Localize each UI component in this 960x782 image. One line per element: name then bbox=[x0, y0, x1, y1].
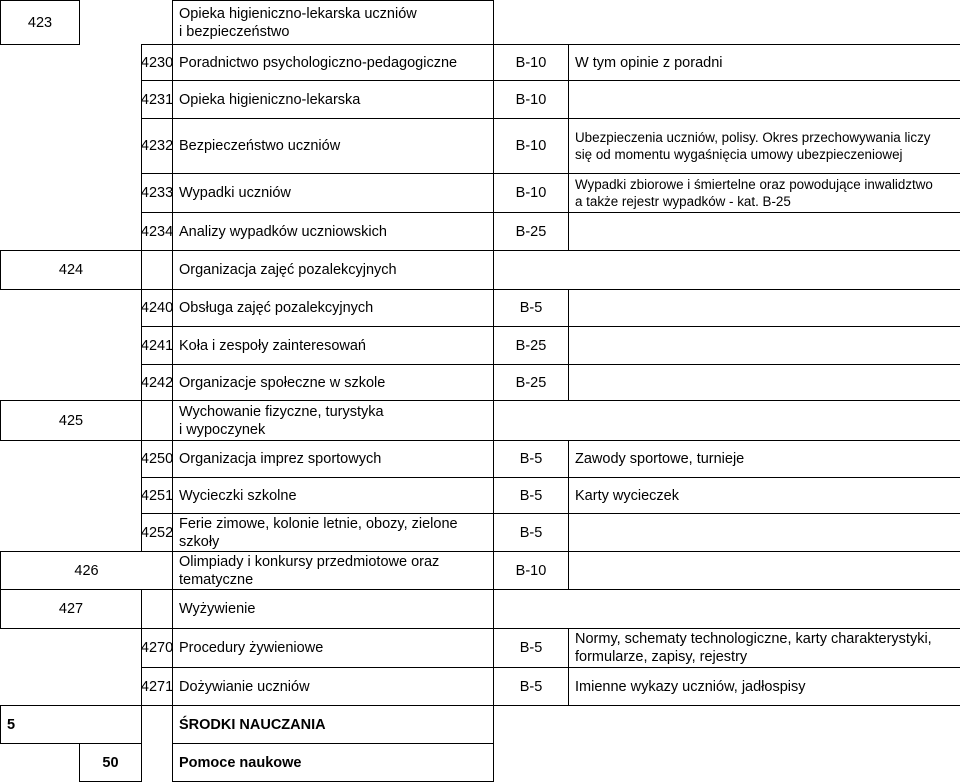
cell-text bbox=[179, 337, 366, 355]
cell-text bbox=[141, 639, 173, 657]
symbol-cell bbox=[141, 118, 173, 174]
cell-text bbox=[179, 137, 340, 155]
cell-text bbox=[516, 562, 547, 580]
cell-text bbox=[179, 261, 397, 279]
category-cell bbox=[493, 364, 569, 401]
title-cell bbox=[172, 400, 494, 441]
cell-text bbox=[520, 639, 543, 657]
cell-text-line: Imienne wykazy uczniów, jadłospisy bbox=[575, 678, 806, 695]
title-cell bbox=[172, 743, 494, 782]
cell-text-line: Obsługa zajęć pozalekcyjnych bbox=[179, 300, 374, 316]
title-cell bbox=[172, 440, 494, 478]
cell-text bbox=[575, 129, 931, 163]
cell-text-line: 4234 bbox=[140, 223, 174, 240]
cell-text bbox=[516, 337, 547, 355]
cell-text bbox=[520, 678, 543, 696]
notes-cell bbox=[568, 173, 960, 213]
title-cell bbox=[172, 250, 494, 290]
cell-text-line: Wypadki zbiorowe i śmiertelne oraz powodujące inwalidztwo bbox=[575, 177, 933, 192]
category-cell bbox=[493, 44, 569, 81]
title-cell bbox=[172, 326, 494, 365]
title-cell bbox=[172, 589, 494, 629]
title-cell bbox=[172, 364, 494, 401]
cell-text bbox=[575, 487, 679, 505]
cell-text-line: formularze, zapisy, rejestry bbox=[575, 649, 748, 665]
cell-text-line: 4241 bbox=[140, 337, 174, 354]
title-cell bbox=[172, 212, 494, 251]
cell-text-line: Organizacja imprez sportowych bbox=[179, 451, 382, 467]
symbol-cell bbox=[141, 667, 173, 706]
category-cell bbox=[493, 212, 569, 251]
empty-cell bbox=[568, 326, 960, 365]
cell-text-line: szkoły bbox=[179, 533, 220, 550]
cell-text bbox=[179, 639, 323, 657]
cell-text bbox=[179, 5, 417, 41]
cell-text-line: B-5 bbox=[519, 487, 543, 504]
symbol-cell bbox=[141, 477, 173, 514]
cell-text-line: Zawody sportowe, turnieje bbox=[575, 451, 745, 467]
symbol-cell bbox=[0, 589, 142, 629]
cell-text-line: B-5 bbox=[519, 678, 543, 695]
symbol-cell bbox=[0, 400, 142, 441]
cell-text-line: Normy, schematy technologiczne, karty charakterystyki, bbox=[575, 631, 932, 647]
symbol-cell bbox=[141, 513, 173, 552]
cell-text-line: 4230 bbox=[140, 54, 174, 71]
title-cell bbox=[172, 667, 494, 706]
cell-text-line: Wychowanie fizyczne, turystyka bbox=[179, 403, 384, 420]
cell-text bbox=[516, 184, 547, 202]
cell-text-line: Opieka higieniczno-lekarska uczniów bbox=[179, 5, 417, 22]
category-cell bbox=[493, 326, 569, 365]
cell-text bbox=[520, 487, 543, 505]
notes-cell bbox=[568, 118, 960, 174]
title-cell bbox=[172, 513, 494, 552]
category-cell bbox=[493, 551, 569, 590]
title-cell bbox=[172, 44, 494, 81]
cell-text-line: B-5 bbox=[519, 300, 543, 316]
symbol-cell bbox=[141, 80, 173, 119]
cell-text bbox=[520, 299, 543, 317]
cell-text bbox=[575, 450, 744, 468]
cell-text-line: Bezpieczeństwo uczniów bbox=[179, 138, 341, 154]
cell-text bbox=[179, 553, 439, 589]
title-cell bbox=[172, 80, 494, 119]
cell-text bbox=[575, 54, 722, 72]
title-cell bbox=[172, 173, 494, 213]
cell-text-line: Procedury żywieniowe bbox=[179, 640, 324, 656]
title-cell bbox=[172, 0, 494, 45]
cell-text-line: się od momentu wygaśnięcia umowy ubezpieczeniowej bbox=[575, 147, 903, 162]
cell-text bbox=[141, 54, 173, 72]
cell-text-line: 4232 bbox=[140, 138, 174, 154]
cell-text bbox=[28, 14, 52, 32]
cell-text bbox=[74, 562, 98, 580]
cell-text bbox=[179, 515, 458, 551]
cell-text-line: Pomoce naukowe bbox=[179, 754, 302, 771]
cell-text bbox=[59, 412, 83, 430]
cell-text bbox=[179, 223, 387, 241]
title-cell bbox=[172, 705, 494, 744]
cell-text-line: Koła i zespoły zainteresowań bbox=[179, 337, 366, 354]
category-cell bbox=[493, 667, 569, 706]
symbol-cell bbox=[0, 551, 173, 590]
cell-text-line: B-25 bbox=[515, 337, 547, 354]
cell-text bbox=[520, 450, 543, 468]
notes-cell bbox=[568, 628, 960, 668]
cell-text bbox=[516, 54, 547, 72]
cell-text-line: 4270 bbox=[140, 640, 174, 656]
cell-text-line: 4231 bbox=[140, 91, 174, 108]
cell-text bbox=[179, 678, 310, 696]
category-cell bbox=[493, 440, 569, 478]
cell-text-line: Wypadki uczniów bbox=[179, 185, 291, 201]
cell-text-line: B-25 bbox=[515, 374, 547, 391]
symbol-cell bbox=[141, 440, 173, 478]
category-cell bbox=[493, 628, 569, 668]
cell-text-line: i wypoczynek bbox=[179, 421, 266, 438]
cell-text bbox=[102, 754, 118, 772]
notes-cell bbox=[568, 440, 960, 478]
category-cell bbox=[493, 80, 569, 119]
cell-text-line: B-5 bbox=[519, 451, 543, 467]
cell-text-line: tematyczne bbox=[179, 571, 254, 588]
symbol-cell bbox=[141, 289, 173, 327]
cell-text-line: Karty wycieczek bbox=[575, 487, 679, 504]
notes-cell bbox=[568, 44, 960, 81]
cell-text-line: B-5 bbox=[519, 524, 543, 541]
cell-text-line: B-10 bbox=[515, 91, 547, 108]
notes-cell bbox=[568, 667, 960, 706]
empty-cell bbox=[568, 289, 960, 327]
cell-text bbox=[179, 184, 291, 202]
notes-cell bbox=[568, 477, 960, 514]
cell-text bbox=[141, 223, 173, 241]
cell-text bbox=[141, 374, 173, 392]
category-cell bbox=[493, 289, 569, 327]
cell-text-line: a także rejestr wypadków - kat. B-25 bbox=[575, 194, 791, 209]
cell-text bbox=[59, 600, 83, 618]
cell-text-line: 4251 bbox=[140, 487, 174, 504]
cell-text-line: 4271 bbox=[140, 678, 174, 695]
symbol-cell bbox=[141, 212, 173, 251]
cell-text-line: Poradnictwo psychologiczno-pedagogiczne bbox=[179, 54, 458, 71]
cell-text-line: 4242 bbox=[140, 374, 174, 391]
empty-cell bbox=[568, 551, 960, 590]
cell-text-line: B-10 bbox=[515, 138, 547, 154]
symbol-cell bbox=[141, 628, 173, 668]
title-cell bbox=[172, 477, 494, 514]
category-cell bbox=[493, 477, 569, 514]
cell-text bbox=[141, 299, 173, 317]
cell-text bbox=[179, 91, 360, 109]
cell-text bbox=[141, 524, 173, 542]
cell-text-line: Organizacja zajęć pozalekcyjnych bbox=[179, 262, 397, 278]
cell-text-line: i bezpieczeństwo bbox=[179, 23, 290, 40]
cell-text-line: Ferie zimowe, kolonie letnie, obozy, zielone bbox=[179, 515, 458, 532]
cell-text bbox=[179, 450, 381, 468]
cell-text bbox=[141, 184, 173, 202]
cell-text-line: B-10 bbox=[515, 562, 547, 579]
cell-text-line: 425 bbox=[58, 412, 84, 429]
cell-text-line: B-25 bbox=[515, 223, 547, 240]
cell-text-line: Dożywianie uczniów bbox=[179, 678, 310, 695]
title-cell bbox=[172, 289, 494, 327]
category-cell bbox=[493, 513, 569, 552]
cell-text bbox=[575, 176, 933, 210]
cell-text bbox=[516, 223, 547, 241]
empty-cell bbox=[568, 80, 960, 119]
symbol-cell bbox=[141, 44, 173, 81]
cell-text-line: Analizy wypadków uczniowskich bbox=[179, 223, 387, 240]
cell-text bbox=[141, 678, 173, 696]
cell-text-line: B-10 bbox=[515, 54, 547, 71]
cell-text bbox=[520, 524, 543, 542]
cell-text bbox=[141, 337, 173, 355]
title-cell bbox=[172, 551, 494, 590]
cell-text-line: Wycieczki szkolne bbox=[179, 487, 297, 504]
cell-text bbox=[179, 374, 385, 392]
cell-text-line: 424 bbox=[58, 262, 84, 278]
symbol-cell bbox=[141, 326, 173, 365]
symbol-cell bbox=[0, 0, 80, 45]
cell-text bbox=[179, 54, 457, 72]
cell-text bbox=[141, 450, 173, 468]
cell-text-line: 50 bbox=[102, 754, 119, 771]
cell-text bbox=[516, 374, 547, 392]
title-cell bbox=[172, 628, 494, 668]
cell-text bbox=[141, 487, 173, 505]
cell-text-line: B-5 bbox=[519, 640, 543, 656]
cell-text-line: 5 bbox=[7, 716, 16, 733]
cell-text-line: Olimpiady i konkursy przedmiotowe oraz bbox=[179, 553, 440, 570]
cell-text bbox=[516, 137, 547, 155]
cell-text bbox=[179, 600, 255, 618]
cell-text bbox=[141, 137, 173, 155]
cell-text bbox=[179, 754, 301, 772]
symbol-cell bbox=[0, 250, 142, 290]
category-cell bbox=[493, 118, 569, 174]
cell-text-line: Ubezpieczenia uczniów, polisy. Okres przechowywania liczy bbox=[575, 130, 931, 145]
category-cell bbox=[493, 173, 569, 213]
symbol-cell bbox=[79, 743, 142, 782]
cell-text-line: 427 bbox=[58, 601, 84, 617]
cell-text-line: 426 bbox=[74, 562, 99, 579]
cell-text-line: 423 bbox=[27, 14, 53, 31]
symbol-cell bbox=[141, 173, 173, 213]
cell-text-line: Wyżywienie bbox=[179, 601, 256, 617]
cell-text bbox=[575, 630, 932, 666]
cell-text bbox=[179, 716, 326, 734]
cell-text bbox=[179, 403, 384, 439]
title-cell bbox=[172, 118, 494, 174]
cell-text bbox=[7, 716, 15, 734]
cell-text bbox=[141, 91, 173, 109]
cell-text bbox=[516, 91, 547, 109]
cell-text bbox=[179, 299, 373, 317]
cell-text-line: Opieka higieniczno-lekarska bbox=[179, 91, 361, 108]
cell-text-line: 4233 bbox=[140, 185, 174, 201]
cell-text-line: 4250 bbox=[140, 451, 174, 467]
cell-text-line: Organizacje społeczne w szkole bbox=[179, 374, 386, 391]
cell-text-line: W tym opinie z poradni bbox=[575, 54, 723, 71]
cell-text bbox=[575, 678, 806, 696]
cell-text bbox=[59, 261, 83, 279]
empty-cell bbox=[568, 212, 960, 251]
symbol-cell bbox=[141, 364, 173, 401]
cell-text-line: ŚRODKI NAUCZANIA bbox=[179, 716, 326, 733]
empty-cell bbox=[568, 364, 960, 401]
cell-text-line: 4240 bbox=[140, 300, 174, 316]
cell-text bbox=[179, 487, 297, 505]
empty-cell bbox=[568, 513, 960, 552]
cell-text-line: B-10 bbox=[515, 185, 547, 201]
symbol-cell bbox=[0, 705, 142, 744]
cell-text-line: 4252 bbox=[140, 524, 174, 541]
